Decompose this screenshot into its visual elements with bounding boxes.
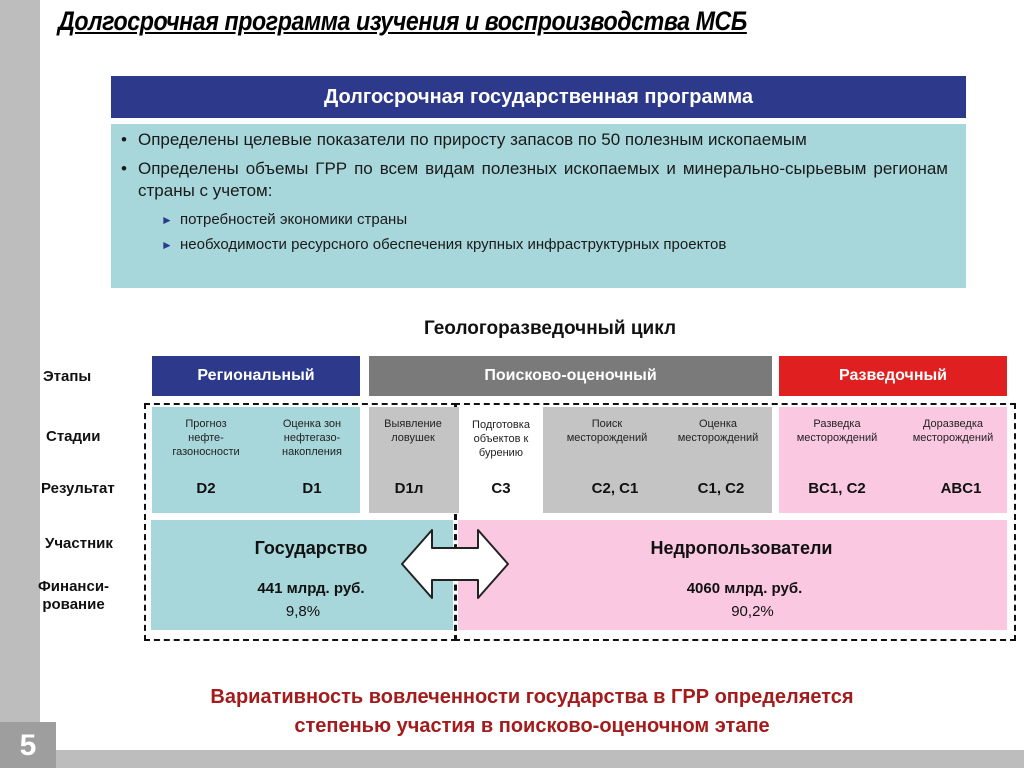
- bullet-text: Определены объемы ГРР по всем видам полезных ископаемых и минерально-сырьевым регионам страны с учетом:: [138, 159, 948, 200]
- bullet-item: [121, 158, 948, 202]
- row-label-participant: Участник: [45, 535, 113, 552]
- subsoil-users-label: Недропользователи: [650, 538, 833, 558]
- slide-title: Долгосрочная программа изучения и воспроизводства МСБ: [58, 6, 747, 36]
- bullet-dot-icon: •: [121, 130, 127, 149]
- substage-label: Прогноз нефте- газоносности: [172, 418, 240, 458]
- substage-label: Разведка месторождений: [796, 418, 878, 444]
- page-number: 5: [0, 722, 56, 768]
- program-header: Долгосрочная государственная программа: [111, 76, 966, 118]
- substage-label: Поиск месторождений: [566, 418, 648, 444]
- subsoil-users-share: 90,2%: [731, 603, 774, 620]
- subsoil-users-box: [458, 520, 1007, 630]
- result-value: C3: [491, 480, 511, 497]
- double-arrow-icon: [400, 528, 510, 600]
- result-value: D1: [302, 480, 322, 497]
- sub-bullet-item: [121, 209, 948, 231]
- row-label-substages: Стадии: [46, 428, 101, 445]
- result-value: D1л: [394, 480, 424, 497]
- cycle-title: Геологоразведочный цикл: [423, 318, 677, 339]
- result-value: D2: [196, 480, 216, 497]
- row-label-financing: Финанси- рование: [38, 578, 110, 613]
- left-decor-strip: [0, 0, 40, 768]
- triangle-right-icon: ►: [161, 238, 173, 252]
- sub-bullet-text: потребностей экономики страны: [180, 211, 408, 228]
- result-value: C1, C2: [697, 480, 745, 497]
- stage-exploration: Разведочный: [779, 356, 1007, 396]
- bottom-decor-bar: [0, 750, 1024, 768]
- conclusion-text: Вариативность вовлеченности государства в ГРР определяется степенью участия в поисково-оценочном этапе: [210, 686, 854, 737]
- bullet-text: Определены целевые показатели по приросту запасов по 50 полезным ископаемым: [138, 130, 807, 149]
- result-value: C2, C1: [591, 480, 639, 497]
- state-share: 9,8%: [285, 603, 321, 620]
- result-value: ABC1: [940, 480, 982, 497]
- bullet-item: [121, 129, 948, 151]
- substage-label: Оценка зон нефтегазо- накопления: [282, 418, 342, 458]
- program-body: [111, 124, 966, 288]
- sub-bullet-text: необходимости ресурсного обеспечения крупных инфраструктурных проектов: [180, 236, 727, 253]
- sub-bullet-item: [121, 234, 948, 256]
- substage-label: Выявление ловушек: [384, 418, 442, 444]
- result-value: BC1, C2: [808, 480, 866, 497]
- row-label-result: Результат: [41, 480, 115, 497]
- substage-label: Подготовка объектов к бурению: [472, 419, 530, 459]
- bullet-dot-icon: •: [121, 159, 127, 178]
- state-amount: 441 млрд. руб.: [257, 580, 365, 597]
- subsoil-users-amount: 4060 млрд. руб.: [686, 580, 803, 597]
- substage-label: Оценка месторождений: [677, 418, 759, 444]
- stage-regional: Региональный: [152, 356, 360, 396]
- substage-label: Доразведка месторождений: [912, 418, 994, 444]
- state-label: Государство: [254, 538, 368, 558]
- row-label-stages: Этапы: [43, 368, 92, 385]
- triangle-right-icon: ►: [161, 213, 173, 227]
- stage-search-evaluation: Поисково-оценочный: [369, 356, 772, 396]
